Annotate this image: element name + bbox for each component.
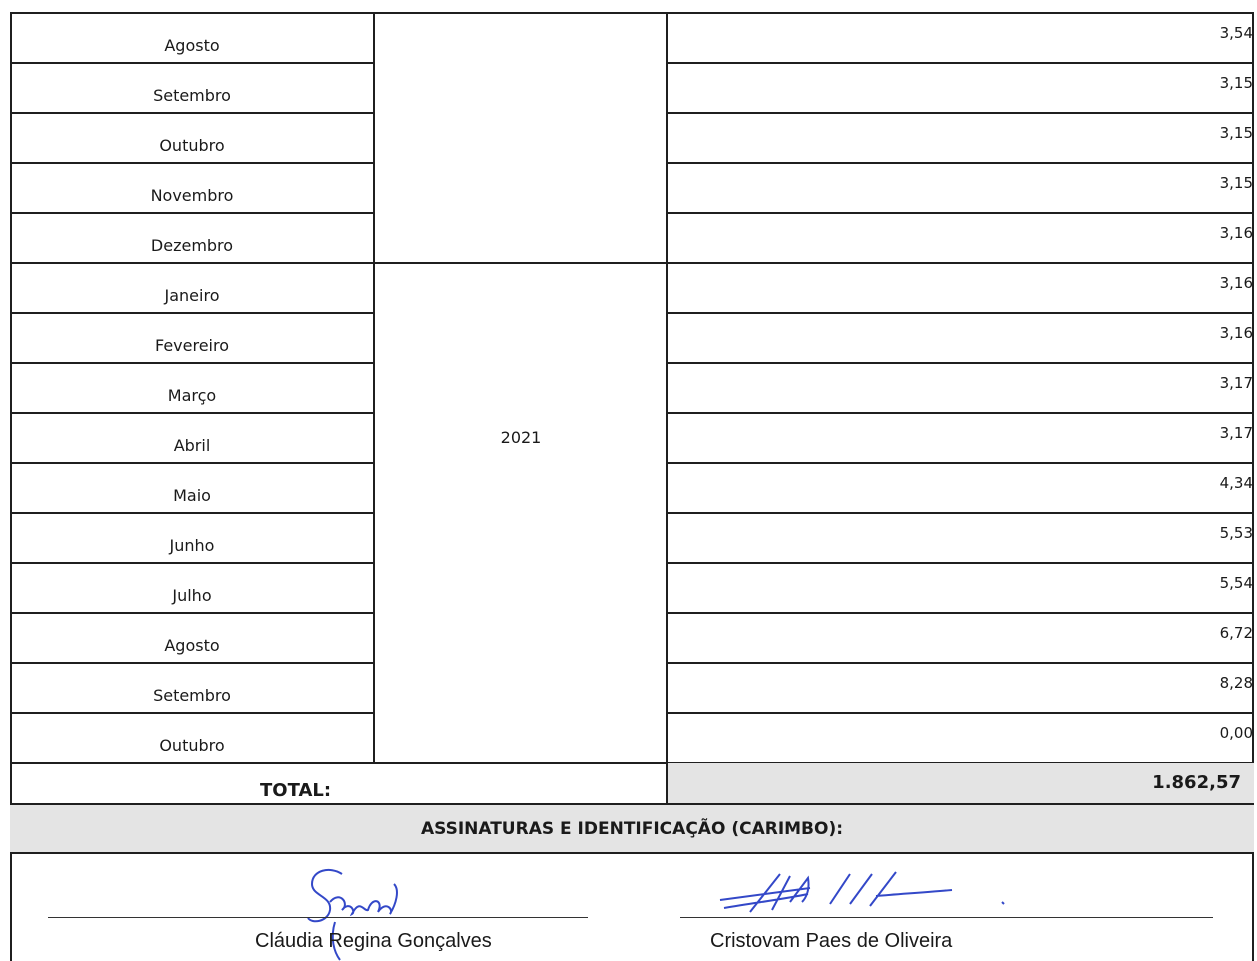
signature-name-left: Cláudia Regina Gonçalves: [255, 930, 492, 952]
total-label: TOTAL:: [260, 780, 332, 801]
row-divider-right: [666, 262, 1254, 264]
month-cell: Setembro: [153, 686, 231, 705]
column-divider-1: [373, 12, 375, 764]
month-cell: Setembro: [153, 86, 231, 105]
row-divider-left: [10, 462, 374, 464]
signature-line-left: [48, 917, 588, 918]
row-divider-left: [10, 362, 374, 364]
signature-right-image: [690, 862, 1030, 922]
value-cell: 3,15: [1219, 174, 1253, 192]
value-cell: 3,16: [1219, 224, 1253, 242]
value-cell: 3,15: [1219, 124, 1253, 142]
month-cell: Dezembro: [150, 236, 234, 255]
row-divider-left: [10, 212, 374, 214]
value-cell: 0,00: [1219, 724, 1253, 742]
row-divider-right: [666, 162, 1254, 164]
row-divider-right: [666, 412, 1254, 414]
value-cell: 3,54: [1219, 24, 1253, 42]
value-cell: 6,72: [1219, 624, 1253, 642]
row-divider-left: [10, 62, 374, 64]
row-divider-right: [666, 362, 1254, 364]
row-divider-right: [666, 112, 1254, 114]
value-cell: 3,15: [1219, 74, 1253, 92]
signature-line-right: [680, 917, 1213, 918]
month-cell: Agosto: [164, 636, 220, 655]
row-divider-right: [666, 562, 1254, 564]
value-cell: 3,17: [1219, 374, 1253, 392]
row-divider-right: [666, 462, 1254, 464]
row-divider-left: [10, 562, 374, 564]
month-cell: Outubro: [159, 136, 225, 155]
year-cell: 2021: [500, 428, 542, 447]
row-divider-left: [10, 512, 374, 514]
row-divider-left: [10, 412, 374, 414]
value-cell: 3,16: [1219, 274, 1253, 292]
value-cell: 3,16: [1219, 324, 1253, 342]
signature-name-right: Cristovam Paes de Oliveira: [710, 930, 953, 952]
month-cell: Novembro: [150, 186, 234, 205]
month-cell: Janeiro: [164, 286, 220, 305]
month-cell: Março: [167, 386, 217, 405]
value-cell: 5,53: [1219, 524, 1253, 542]
signatures-heading: ASSINATURAS E IDENTIFICAÇÃO (CARIMBO):: [10, 803, 1254, 854]
row-divider-left: [10, 312, 374, 314]
row-divider-left: [10, 262, 374, 264]
month-cell: Fevereiro: [154, 336, 229, 355]
row-divider-left: [10, 112, 374, 114]
row-divider-right: [666, 612, 1254, 614]
value-cell: 5,54: [1219, 574, 1253, 592]
month-cell: Maio: [173, 486, 211, 505]
value-cell: 3,17: [1219, 424, 1253, 442]
value-cell: 8,28: [1219, 674, 1253, 692]
row-divider-left: [10, 662, 374, 664]
row-divider-left: [10, 612, 374, 614]
year-divider: [373, 262, 668, 264]
row-divider-right: [666, 712, 1254, 714]
column-divider-2: [666, 12, 668, 803]
row-divider-right: [666, 512, 1254, 514]
total-value: 1.862,57: [1152, 772, 1241, 793]
month-cell: Abril: [173, 436, 211, 455]
row-divider-right: [666, 662, 1254, 664]
row-divider-left: [10, 712, 374, 714]
month-cell: Agosto: [164, 36, 220, 55]
month-cell: Outubro: [159, 736, 225, 755]
row-divider-right: [666, 312, 1254, 314]
value-cell: 4,34: [1219, 474, 1253, 492]
row-divider-right: [666, 212, 1254, 214]
row-divider-left: [10, 162, 374, 164]
month-cell: Julho: [172, 586, 212, 605]
row-divider-right: [666, 62, 1254, 64]
month-cell: Junho: [169, 536, 215, 555]
